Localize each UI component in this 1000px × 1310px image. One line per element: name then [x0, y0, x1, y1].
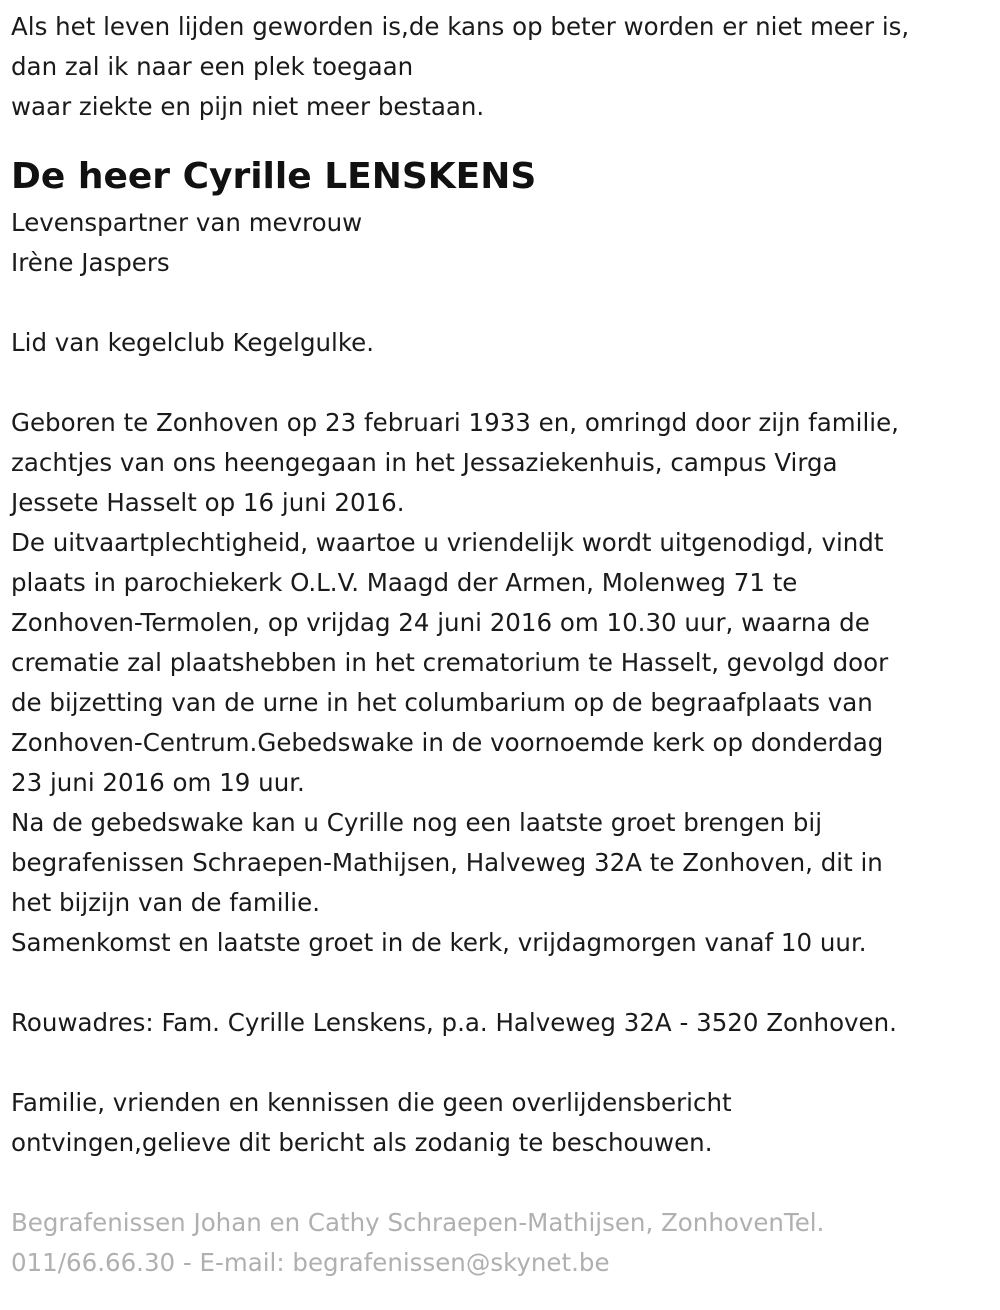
spacer: [11, 1043, 991, 1083]
details-line: de bijzetting van de urne in het columbarium op de begraafplaats van: [11, 688, 873, 717]
details-line: begrafenissen Schraepen-Mathijsen, Halveweg 32A te Zonhoven, dit in: [11, 848, 883, 877]
details-line: Na de gebedswake kan u Cyrille nog een laatste groet brengen bij: [11, 808, 823, 837]
membership: Lid van kegelclub Kegelgulke.: [11, 328, 375, 357]
details-line: plaats in parochiekerk O.L.V. Maagd der Armen, Molenweg 71 te: [11, 568, 798, 597]
details-line: het bijzijn van de familie.: [11, 888, 320, 917]
footer-line: 011/66.66.30 - E-mail: begrafenissen@skynet.be: [11, 1248, 610, 1277]
details-line: De uitvaartplechtigheid, waartoe u vriendelijk wordt uitgenodigd, vindt: [11, 528, 884, 557]
details-line: Zonhoven-Centrum.Gebedswake in de voornoemde kerk op donderdag: [11, 728, 884, 757]
spacer: [11, 127, 991, 151]
spacer: [11, 1163, 991, 1203]
funeral-home-footer: [11, 1203, 991, 1283]
poem-line: waar ziekte en pijn niet meer bestaan.: [11, 92, 485, 121]
details-line: Geboren te Zonhoven op 23 februari 1933 en, omringd door zijn familie,: [11, 408, 899, 437]
details-line: Jessete Hasselt op 16 juni 2016.: [11, 488, 405, 517]
poem-line: dan zal ik naar een plek toegaan: [11, 52, 414, 81]
partner-line: Irène Jaspers: [11, 248, 170, 277]
notice-block: [11, 1083, 991, 1163]
notice-line: ontvingen,gelieve dit bericht als zodanig te beschouwen.: [11, 1128, 713, 1157]
mourning-address: Rouwadres: Fam. Cyrille Lenskens, p.a. Halveweg 32A - 3520 Zonhoven.: [11, 1008, 897, 1037]
spacer: [11, 963, 991, 1003]
details-line: Samenkomst en laatste groet in de kerk, vrijdagmorgen vanaf 10 uur.: [11, 928, 867, 957]
partner-block: [11, 203, 991, 283]
deceased-name: De heer Cyrille LENSKENS: [11, 156, 537, 197]
spacer: [11, 363, 991, 403]
poem-line: Als het leven lijden geworden is,de kans op beter worden er niet meer is,: [11, 12, 910, 41]
obituary-document: [11, 7, 991, 1283]
notice-line: Familie, vrienden en kennissen die geen overlijdensbericht: [11, 1088, 732, 1117]
poem: [11, 7, 991, 127]
details-block: [11, 403, 991, 963]
partner-line: Levenspartner van mevrouw: [11, 208, 363, 237]
details-line: crematie zal plaatshebben in het crematorium te Hasselt, gevolgd door: [11, 648, 889, 677]
spacer: [11, 283, 991, 323]
details-line: 23 juni 2016 om 19 uur.: [11, 768, 305, 797]
details-line: zachtjes van ons heengegaan in het Jessaziekenhuis, campus Virga: [11, 448, 838, 477]
details-line: Zonhoven-Termolen, op vrijdag 24 juni 2016 om 10.30 uur, waarna de: [11, 608, 870, 637]
footer-line: Begrafenissen Johan en Cathy Schraepen-Mathijsen, ZonhovenTel.: [11, 1208, 825, 1237]
